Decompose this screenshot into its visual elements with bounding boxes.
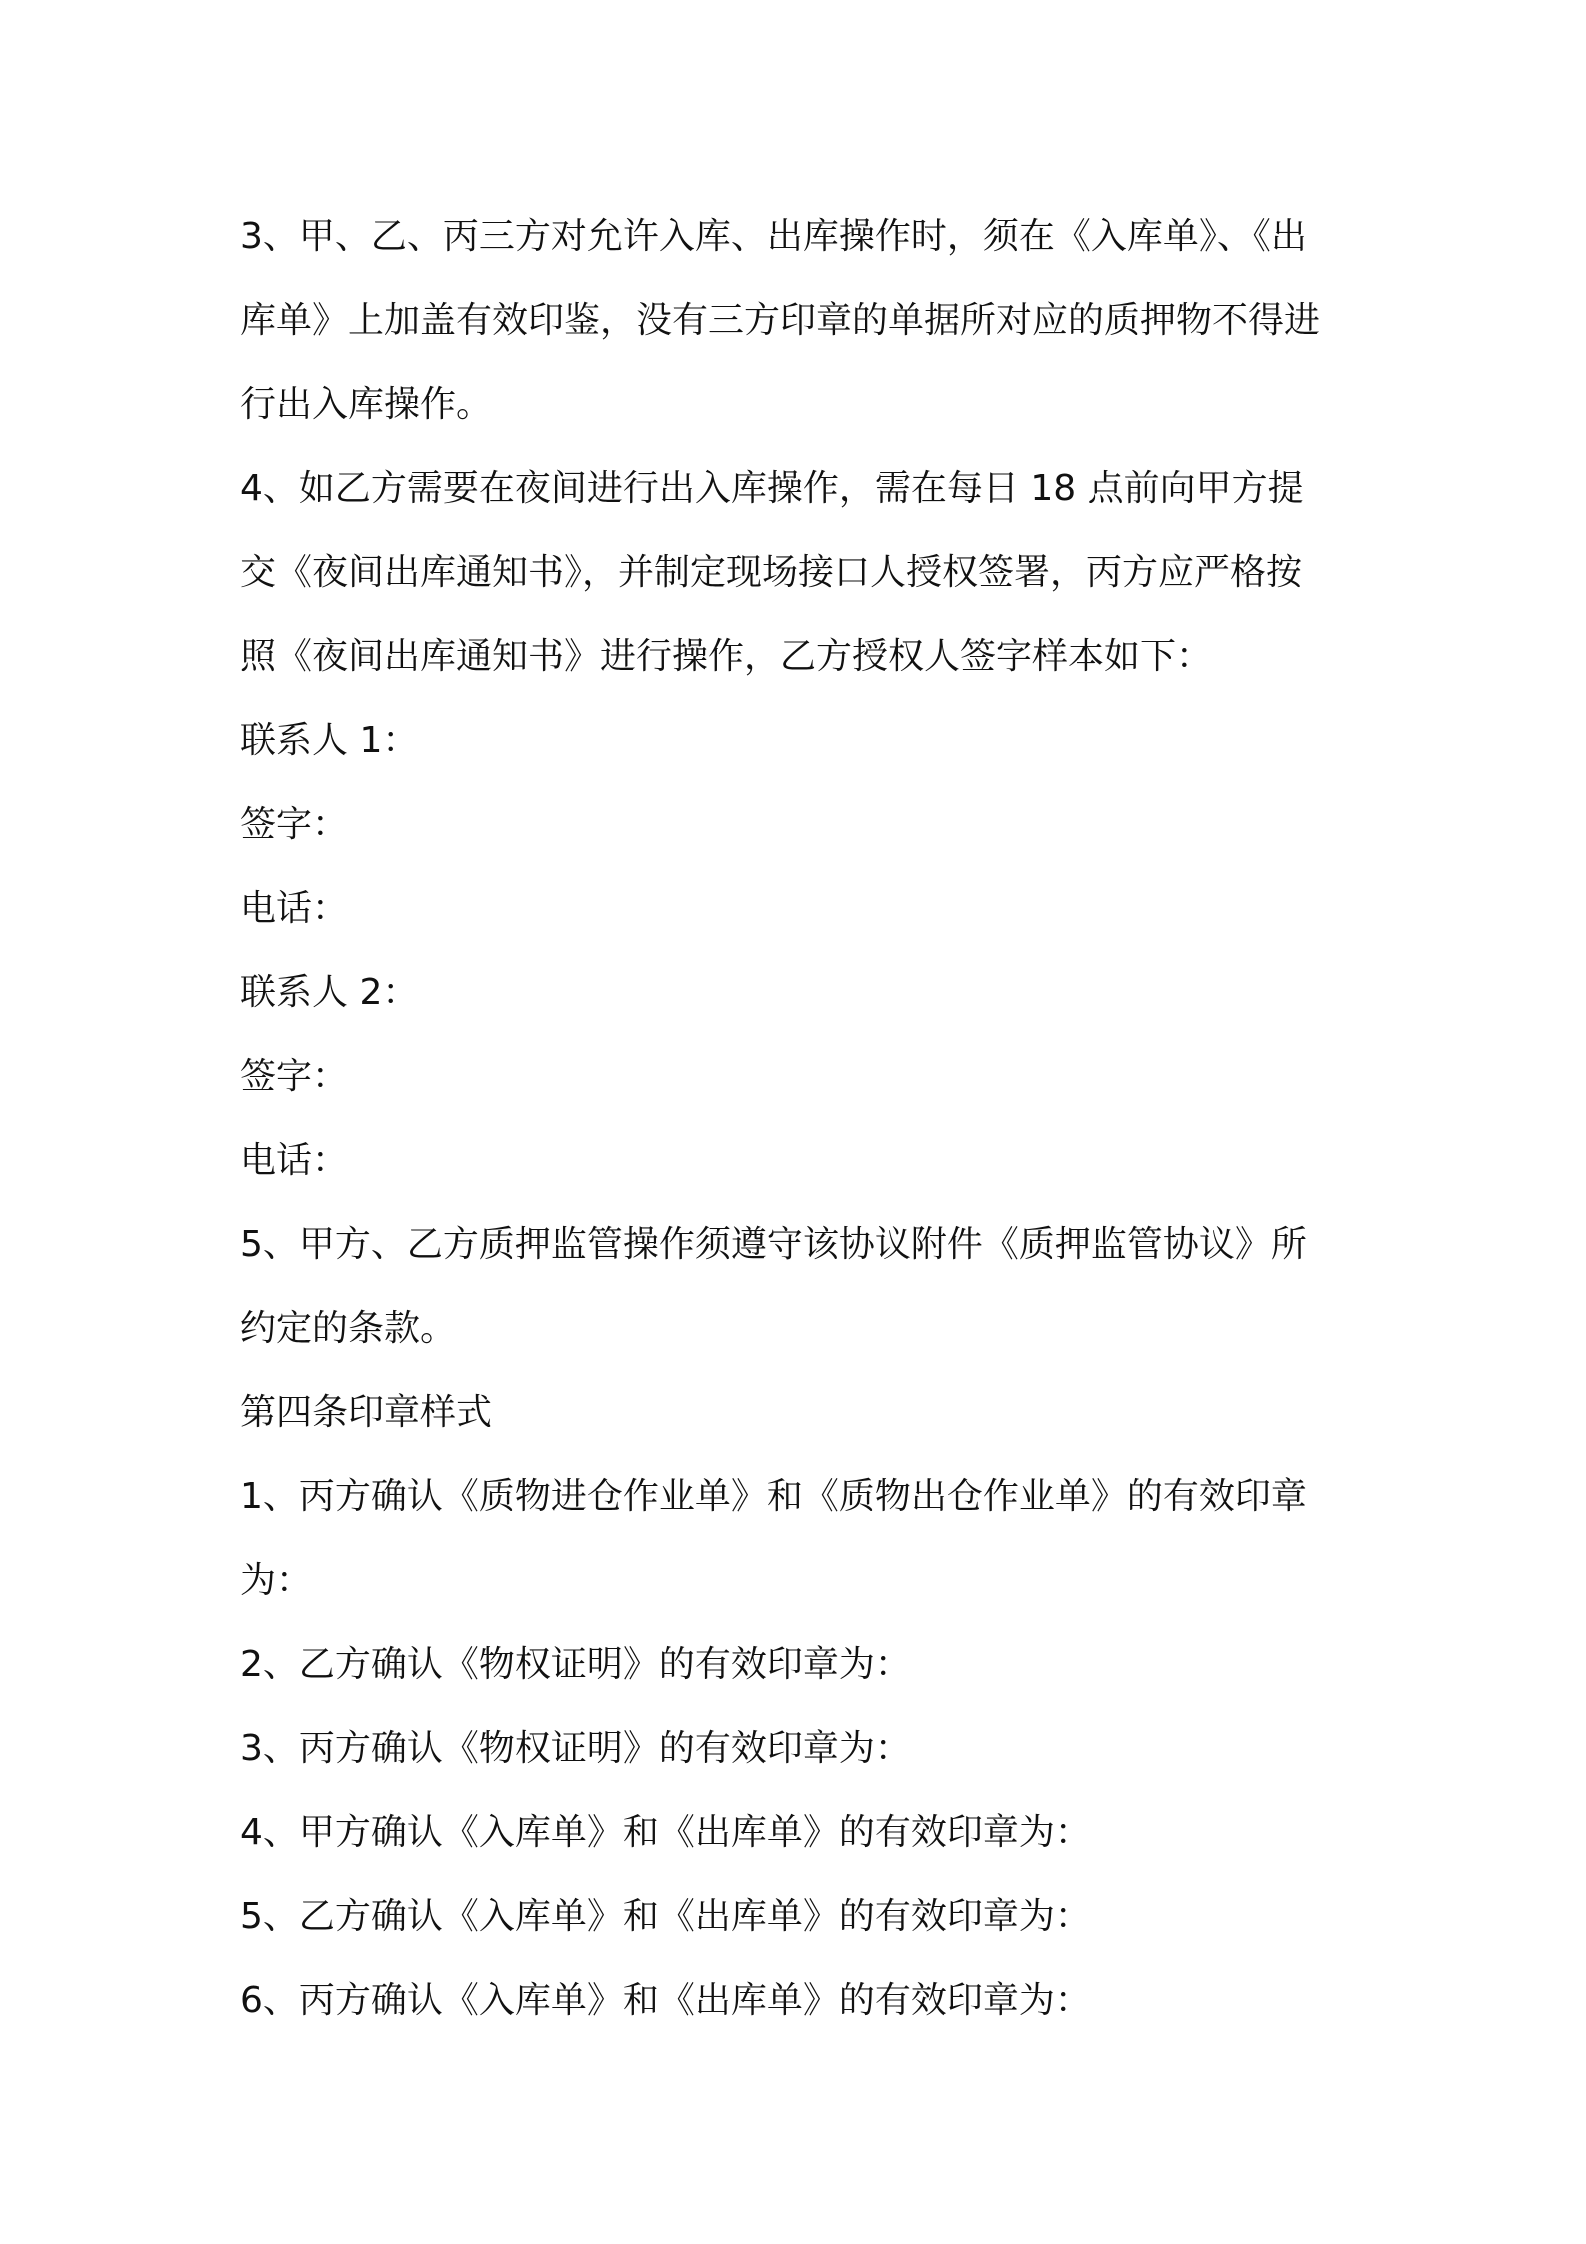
clause-5-line-2: 约定的条款。 <box>240 1308 457 1349</box>
contact-1-phone-label: 电话： <box>240 888 349 929</box>
clause-4-line-2: 交《夜间出库通知书》，并制定现场接口人授权签署，丙方应严格按 <box>240 552 1303 593</box>
contact-1-label: 联系人 1： <box>240 720 419 761</box>
clause-4-line-1: 4、如乙方需要在夜间进行出入库操作，需在每日 18 点前向甲方提 <box>240 468 1304 509</box>
clause-5-line-1: 5、甲方、乙方质押监管操作须遵守该协议附件《质押监管协议》所 <box>240 1224 1307 1265</box>
document-body <box>240 195 1365 2043</box>
contact-2-phone-label: 电话： <box>240 1140 349 1181</box>
clause-3-line-2: 库单》上加盖有效印鉴，没有三方印章的单据所对应的质押物不得进 <box>240 300 1321 341</box>
seal-item-1-line-2: 为： <box>240 1560 313 1601</box>
seal-item-4: 4、甲方确认《入库单》和《出库单》的有效印章为： <box>240 1812 1091 1853</box>
section-heading-seal-style: 第四条印章样式 <box>240 1392 493 1433</box>
seal-item-5: 5、乙方确认《入库单》和《出库单》的有效印章为： <box>240 1896 1091 1937</box>
clause-3-line-3: 行出入库操作。 <box>240 384 493 425</box>
contact-2-signature-label: 签字： <box>240 1056 349 1097</box>
seal-item-3: 3、丙方确认《物权证明》的有效印章为： <box>240 1728 911 1769</box>
contact-2-label: 联系人 2： <box>240 972 419 1013</box>
seal-item-1-line-1: 1、丙方确认《质物进仓作业单》和《质物出仓作业单》的有效印章 <box>240 1476 1307 1517</box>
seal-item-2: 2、乙方确认《物权证明》的有效印章为： <box>240 1644 911 1685</box>
seal-item-6: 6、丙方确认《入库单》和《出库单》的有效印章为： <box>240 1980 1091 2021</box>
clause-3-line-1: 3、甲、乙、丙三方对允许入库、出库操作时，须在《入库单》、《出 <box>240 216 1307 257</box>
contact-1-signature-label: 签字： <box>240 804 349 845</box>
clause-4-line-3: 照《夜间出库通知书》进行操作，乙方授权人签字样本如下： <box>240 636 1213 677</box>
